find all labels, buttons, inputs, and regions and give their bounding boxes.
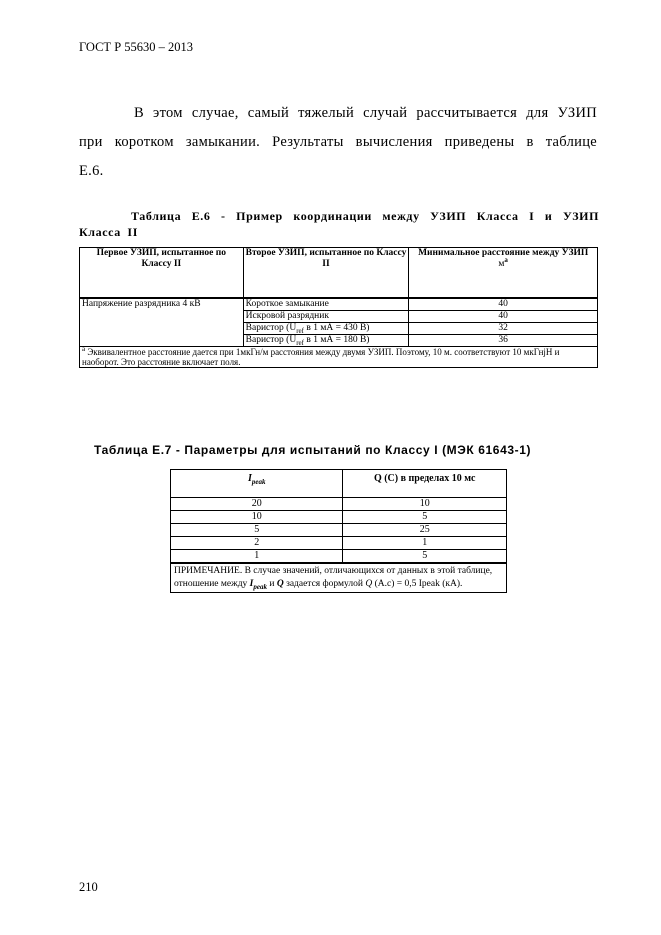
table-e6-caption [79, 208, 599, 240]
table-e6 [79, 247, 598, 368]
body-paragraph [79, 99, 597, 186]
paragraph-text: В этом случае, самый тяжелый случай рассчитывается для УЗИП при коротком замыкании. Результаты вычисления приведены в таблице Е.6. [79, 105, 597, 179]
table-e6-row-distance: 32 [409, 322, 598, 334]
table-e6-row-second: Варистор ($U_{ref}$ в 1 мА = 180 В) [243, 334, 409, 346]
table-e7-ipeak: 5 [171, 524, 343, 537]
table-e7-header-q: Q (C) в пределах 10 мс [343, 470, 507, 498]
table-e7-ipeak: 1 [171, 550, 343, 564]
table-e6-row-second: Варистор ($U_{ref}$ в 1 мА = 430 В) [243, 322, 409, 334]
table-e7-ipeak: 20 [171, 498, 343, 511]
table-e6-header-second-spd: Второе УЗИП, испытанное по Классу II [243, 248, 409, 298]
footnote-text: Эквивалентное расстояние дается при 1мкГн/м расстояния между двумя УЗИП. Поэтому, 10 м. соответствуют 10 мкГнјН и наоборот. Это расстояние включает поля. [82, 346, 560, 367]
table-e6-header-first-spd: Первое УЗИП, испытанное по Классу II [80, 248, 244, 298]
table-e7-q: 1 [343, 537, 507, 550]
footnote-marker: a [82, 344, 86, 353]
table-e6-header-unit-sup: a [504, 255, 508, 264]
table-e7-caption: Таблица Е.7 - Параметры для испытаний по Классу I (МЭК 61643-1) [94, 443, 532, 457]
table-e7 [170, 469, 507, 593]
table-e7-q: 5 [343, 550, 507, 564]
table-e6-header-min-distance [409, 248, 598, 298]
page-number: 210 [79, 880, 98, 894]
table-e7-ipeak: 10 [171, 511, 343, 524]
table-e7-ipeak: 2 [171, 537, 343, 550]
table-e7-note: ПРИМЕЧАНИЕ. В случае значений, отличающихся от данных в этой таблице, отношение между $I_{peak}$ и Q задается формулой Q (А.с) = 0,5 Ipeak (кА). [171, 563, 507, 593]
document-header: ГОСТ Р 55630 – 2013 [79, 40, 194, 54]
table-e6-row-second: Короткое замыкание [243, 298, 409, 311]
table-e6-header-unit: м [498, 259, 505, 269]
table-e6-caption-text: Таблица Е.6 - Пример координации между УЗИП Класса I и УЗИП Класса II [79, 209, 599, 239]
table-e6-first-spd-cell: Напряжение разрядника 4 кВ [80, 298, 244, 347]
table-e7-q: 5 [343, 511, 507, 524]
table-e7-q: 25 [343, 524, 507, 537]
table-e6-footnote [80, 346, 598, 367]
table-e6-row-second: Искровой разрядник [243, 310, 409, 322]
table-e7-q: 10 [343, 498, 507, 511]
table-e7-header-ipeak: $I_{peak}$ [171, 470, 343, 498]
table-e6-header-min-distance-text: Минимальное расстояние между УЗИП [418, 248, 589, 258]
table-e6-row-distance: 36 [409, 334, 598, 346]
table-e6-row-distance: 40 [409, 298, 598, 311]
table-e6-row-distance: 40 [409, 310, 598, 322]
